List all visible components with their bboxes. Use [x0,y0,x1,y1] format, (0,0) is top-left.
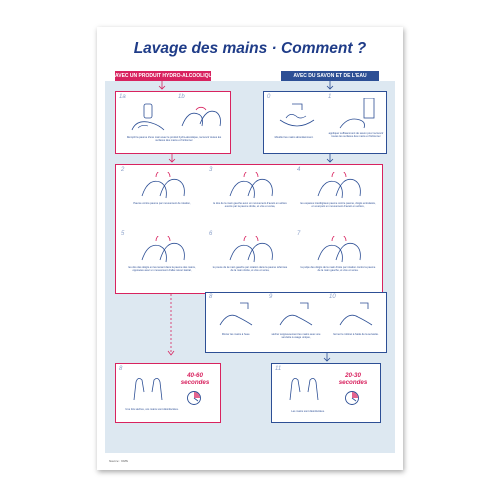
step-number: 3 [209,167,213,173]
step-caption: Paume contre paume par mouvement de rotation, [133,202,191,205]
step-number: 0 [267,94,271,100]
faucet-icon [334,301,378,329]
step-caption: les dos des doigts en les tenant dans la paume des mains, opposées avec un mouvement d'aller-retour latéral, [128,266,196,272]
final-soap-box [271,363,381,423]
step-number: 1a [119,94,126,100]
faucet-icon [274,301,318,329]
rinse-step [266,293,326,353]
poster-title: Lavage des mains · Comment ? [133,40,367,57]
faucet-icon [272,100,322,134]
friction-step [294,166,382,230]
hands-raised-icon [130,372,170,402]
hydro-step-box [115,91,231,154]
hands-rubbing-icon [176,102,226,132]
step-number: 9 [269,294,273,300]
step-number: 10 [329,294,336,300]
step-caption: sécher soigneusement les mains avec une serviette à usage unique, [271,333,321,339]
hands-rubbing-icon [226,172,276,202]
rinse-steps-box [205,292,387,353]
header-hydro-alcoolique: AVEC UN PRODUIT HYDRO-ALCOOLIQUE [115,73,216,79]
arrow-down-icon [157,81,167,91]
friction-step [206,230,294,294]
step-caption: le pouce de la main gauche par rotation dans la paume refermée de la main droite, et vice et versa, [212,266,288,272]
dashed-arrow-icon [165,294,177,360]
step-number: 1b [178,94,185,100]
step-caption: Mouiller les mains abondamment. [274,136,314,139]
arrow-down-icon [322,353,332,363]
friction-steps-box [115,164,383,294]
step-caption: appliquer suffisamment de savon pour recouvrir toutes les surfaces des mains et frictionner [328,132,384,138]
friction-step [294,230,382,294]
clock-icon [344,390,360,406]
step-number: 6 [209,231,213,237]
step-caption: la pulpe des doigts de la main droite par rotation contre la paume de la main gauche, et vice et versa. [300,266,376,272]
step-caption: les espaces interdigitaux paume contre paume, doigts entrelacés, en exerçant un mouvement d'avant en arrière, [300,202,376,208]
step-number: 5 [121,231,125,237]
soap-dispenser-icon [334,98,384,132]
source-note: Source : OMS [109,459,128,463]
arrow-down-icon [167,154,177,164]
rinse-step [326,293,386,353]
hands-raised-icon [286,372,326,402]
hands-rubbing-icon [314,172,364,202]
friction-step [118,166,206,230]
final-caption: Les mains sont désinfectées. [291,410,325,413]
clock-icon [186,390,202,406]
final-hydro-box [115,363,221,423]
step-caption: fermer le robinet à l'aide de la serviette. [333,333,379,336]
arrow-down-icon [325,154,335,164]
hands-rubbing-icon [314,236,364,266]
step-caption: Rincer les mains à l'eau. [221,333,251,336]
bottle-pump-icon [128,102,168,132]
poster [97,27,403,470]
step-number: 8 [209,294,213,300]
step-number: 2 [121,167,125,173]
hands-rubbing-icon [226,236,276,266]
hands-rubbing-icon [138,172,188,202]
hands-rubbing-icon [138,236,188,266]
rinse-step [206,293,266,353]
timer-label: 20-30 secondes [338,372,368,386]
friction-step [206,166,294,230]
soap-step-box [263,91,387,154]
faucet-icon [214,301,258,329]
final-caption: Une fois sèches, vos mains sont désinfectées. [125,408,179,411]
step-number: 1 [328,94,332,100]
header-savon-eau: AVEC DU SAVON ET DE L'EAU [281,71,379,81]
step-number: 11 [275,366,282,372]
arrow-down-icon [325,81,335,91]
timer-label: 40-60 secondes [180,372,210,386]
step-caption: Remplir la paume d'une main avec le produit hydro-alcoolique, recouvrir toutes les surfaces des mains et frictionner [126,136,222,142]
friction-step [118,230,206,294]
step-number: 4 [297,167,301,173]
step-caption: le dos de la main gauche avec un mouvement d'avant en arrière exercé par la paume droite, et vice et versa, [213,202,287,208]
step-number: 8 [119,366,123,372]
step-number: 7 [297,231,301,237]
